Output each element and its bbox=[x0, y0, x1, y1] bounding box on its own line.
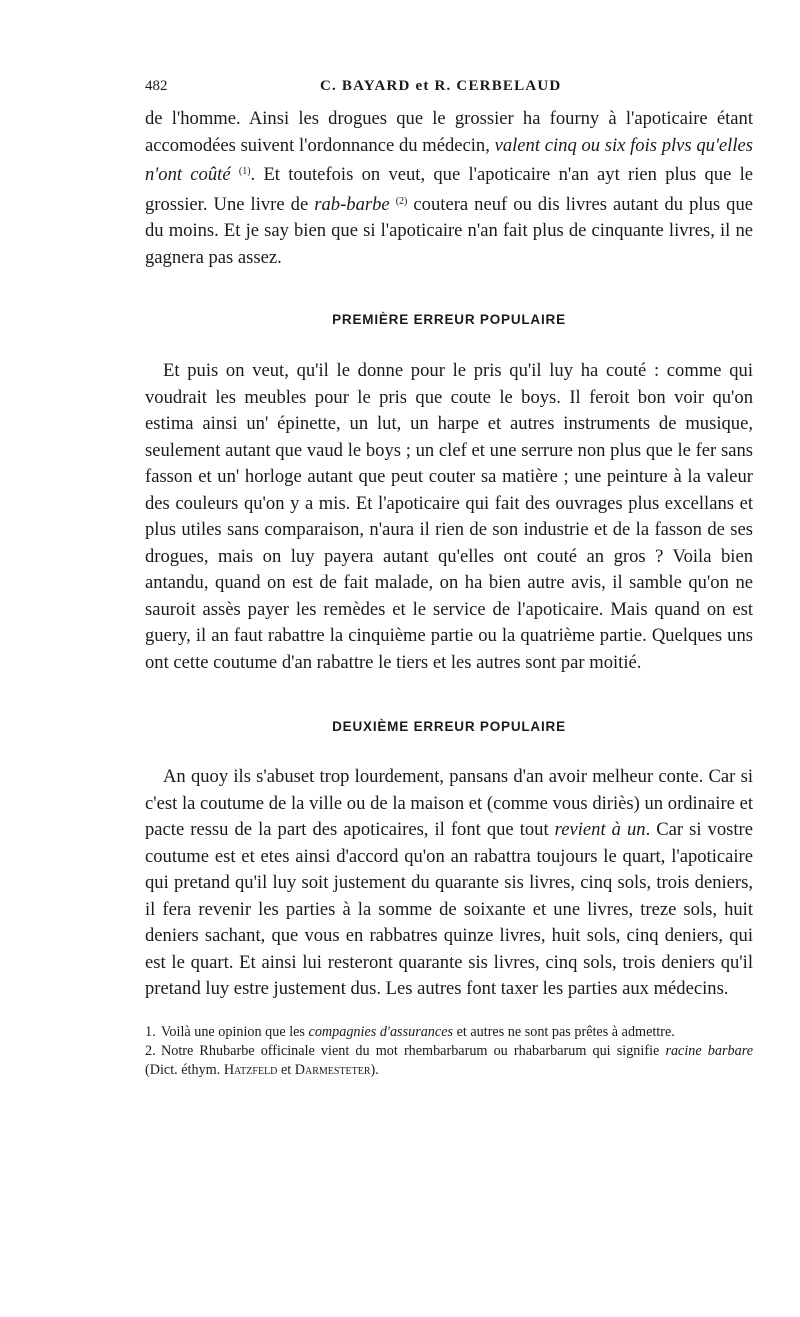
running-title: C. BAYARD et R. CERBELAUD bbox=[320, 78, 562, 94]
section-heading-first: PREMIÈRE ERREUR POPULAIRE bbox=[332, 312, 566, 327]
footnote-ref-2: (2) bbox=[395, 195, 408, 207]
section-heading-second: DEUXIÈME ERREUR POPULAIRE bbox=[332, 719, 566, 734]
book-page bbox=[145, 72, 753, 1080]
footnotes bbox=[145, 1023, 753, 1080]
page-header bbox=[145, 72, 753, 106]
footnote-2: 2. Notre Rhubarbe officinale vient du mot rhembarbarum ou rhabarbarum qui signifie racine barbare (Dict. éthym. Hatzfeld et Darmesteter). bbox=[145, 1042, 753, 1078]
paragraph-second-error: An quoy ils s'abuset trop lourdement, pansans d'an avoir melheur conte. Car si c'est la coutume de la ville ou de la maison et (comme vous diriès) un ordinaire et pacte ressu de la part des apoticaires, il font que tout revient à un. Car si vostre coutume est et etes ainsi d'accord qu'on an rabattra toujours le quart, l'apoticaire qui pretand qu'il luy soit justement du quarante sis livres, cinq sols, trois deniers, il fera revenir les parties à la somme de soixante et une livres, treze sols, huit deniers sachant, que vous en rabbatres quinze livres, huit sols, cinq deniers, qui est le quart. Et ainsi lui resteront quarante sis livres, cinq sols, trois deniers qu'il pretand luy estre justement dus. Les autres font taxer les parties aux médecins. bbox=[145, 766, 753, 999]
page-number: 482 bbox=[145, 78, 168, 94]
paragraph-opening: de l'homme. Ainsi les drogues que le grossier ha fourny à l'apoticaire étant accomodées suivent l'ordonnance du médecin, valent cinq ou six fois plvs qu'elles n'ont coûté $^{(1)}$. Et toutefois on veut, que l'apoticaire n'an ayt rien plus que le grossier. Une livre de rab-barbe $^{(2)}$ coutera neuf ou dis livres autant du plus que du moins. Et je say bien que si l'apoticaire n'an fait plus de cinquante livres, il ne gagnera pas assez. bbox=[145, 108, 754, 268]
paragraph-first-error: Et puis on veut, qu'il le donne pour le pris qu'il luy ha couté : comme qui voudrait les meubles pour le pris que coute le boys. Il feroit bon voir qu'on estima ainsi un' épinette, un lut, un harpe et autres instruments de musique, seulement autant que vaud le boys ; un clef et une serrure non plus que le fer sans fasson et un' horloge autant que peut couter sa matière ; une peinture à la valeur des couleurs qu'on y a mis. Et l'apoticaire qui fait des ouvrages plus excellans et plus utiles sans comparaison, n'aura il rien de son industrie et de la fasson de ses drogues, mais on luy payera autant qu'elles ont couté an gros ? Voila bien antandu, quand on est de fait malade, on ha bien autre avis, il samble qu'on ne sauroit assès payer les remèdes et le service de l'apoticaire. Mais quand on est guery, il an faut rabattre la cinquième partie ou la quatrième partie. Quelques uns ont cette coutume d'an rabattre le tiers et les autres sont par moitié. bbox=[145, 360, 753, 673]
footnote-1: 1. Voilà une opinion que les compagnies d'assurances et autres ne sont pas prêtes à admettre. bbox=[145, 1023, 675, 1040]
footnote-ref-1: (1) bbox=[238, 166, 251, 177]
